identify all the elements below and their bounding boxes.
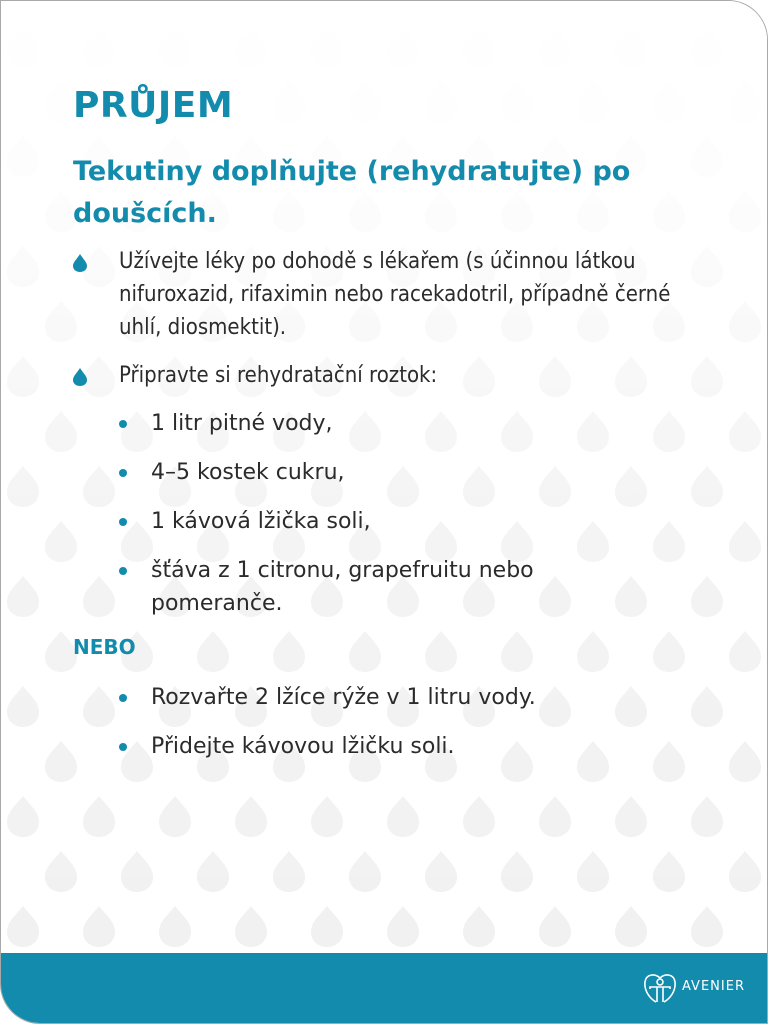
ingredient-text: 1 kávová lžička soli, — [151, 509, 371, 534]
brand-name: AVENIER — [682, 979, 745, 994]
dot-icon — [119, 420, 127, 428]
dot-icon — [119, 743, 127, 751]
ingredient-text: 1 litr pitné vody, — [151, 411, 333, 436]
alternative-label: NEBO — [73, 635, 136, 659]
content-area — [1, 1, 768, 953]
list-item-text: Užívejte léky po dohodě s lékařem (s účinnou látkou nifuroxazid, rifaximin nebo racekadotril, případně černé uhlí, diosmektit). — [119, 249, 671, 340]
page-title: PRŮJEM — [73, 85, 234, 126]
dot-icon — [119, 469, 127, 477]
list-item-text: Připravte si rehydratační roztok: — [119, 363, 438, 388]
dot-icon — [119, 567, 127, 575]
ingredient-text: šťáva z 1 citronu, grapefruitu nebo pomeranče. — [151, 558, 534, 616]
alternative-step-text: Rozvařte 2 lžíce rýže v 1 litru vody. — [151, 685, 536, 710]
dot-icon — [119, 694, 127, 702]
droplet-icon — [73, 368, 87, 386]
alternative-step-text: Přidejte kávovou lžičku soli. — [151, 734, 455, 759]
ingredient-text: 4–5 kostek cukru, — [151, 460, 345, 485]
subtitle: Tekutiny doplňujte (rehydratujte) po doušcích. — [73, 156, 631, 229]
droplet-icon — [73, 254, 87, 272]
avenier-logo-icon — [643, 974, 677, 1004]
dot-icon — [119, 518, 127, 526]
